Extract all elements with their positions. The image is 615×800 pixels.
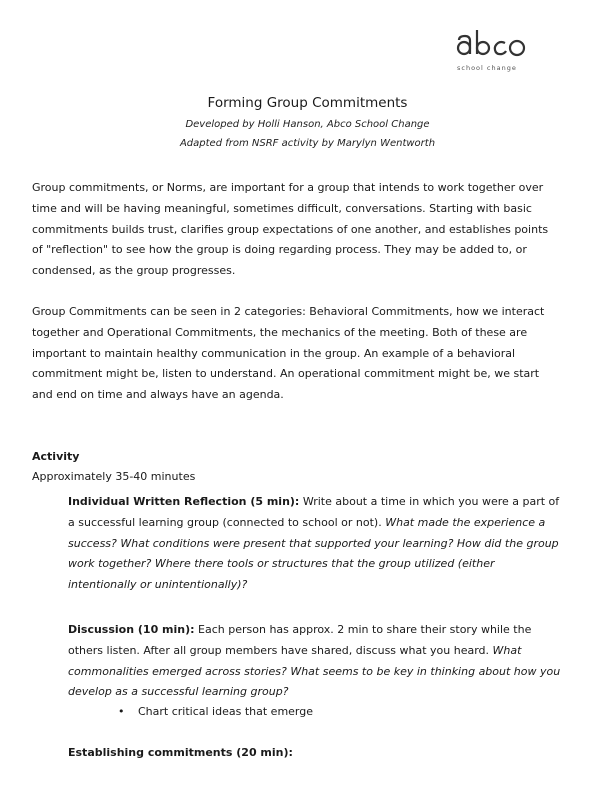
step-questions: What made the experience a success? What conditions were present that supported your learning? How did the group work together? Where there tools or structures that the group utilized (either intentionally or unintentionally)?: [68, 515, 559, 592]
bullet-icon: •: [118, 705, 125, 718]
step-individual-reflection: [68, 492, 566, 596]
abco-logo: [455, 30, 533, 78]
activity-duration: Approximately 35-40 minutes: [32, 470, 196, 483]
byline-adapted: Adapted from NSRF activity by Marylyn Wentworth: [179, 138, 436, 149]
bullet-text: Chart critical ideas that emerge: [138, 705, 314, 718]
step-text: Write about a time in which you were a part of a successful learning group (connected to school or not).: [68, 495, 560, 529]
step-label: Individual Written Reflection (5 min):: [68, 495, 300, 508]
step-text: Each person has approx. 2 min to share their story while the others listen. After all group members have shared, discuss what you heard.: [68, 623, 532, 657]
step-label: Establishing commitments (20 min):: [68, 746, 293, 759]
page-title: Forming Group Commitments: [207, 95, 408, 111]
byline-developed: Developed by Holli Hanson, Abco School Change: [185, 119, 430, 130]
step-questions: What commonalities emerged across stories? What seems to be key in thinking about how you develop as a successful learning group?: [68, 643, 561, 699]
activity-heading: Activity: [32, 450, 80, 463]
step-discussion: [68, 620, 566, 703]
abco-logo-mark: [455, 30, 533, 60]
step-label: Discussion (10 min):: [68, 623, 195, 636]
intro-paragraph-2: Group Commitments can be seen in 2 categories: Behavioral Commitments, how we interact together and Operational Commitments, the mechanics of the meeting. Both of these are important to maintain healthy communication in the group. An example of a behavioral commitment might be, listen to understand. An operational commitment might be, we start and end on time and always have an agenda.: [32, 305, 545, 402]
logo-tagline: school change: [457, 64, 517, 72]
step-establishing-commitments: [68, 743, 566, 764]
bullet-item: [118, 705, 313, 718]
intro-paragraph-1: Group commitments, or Norms, are important for a group that intends to work together over time and will be having meaningful, sometimes difficult, conversations. Starting with basic commitments builds trust, clarifies group expectations of one another, and establishes points of "reflection" to see how the group is doing regarding process. They may be added to, or condensed, as the group progresses.: [32, 181, 549, 278]
